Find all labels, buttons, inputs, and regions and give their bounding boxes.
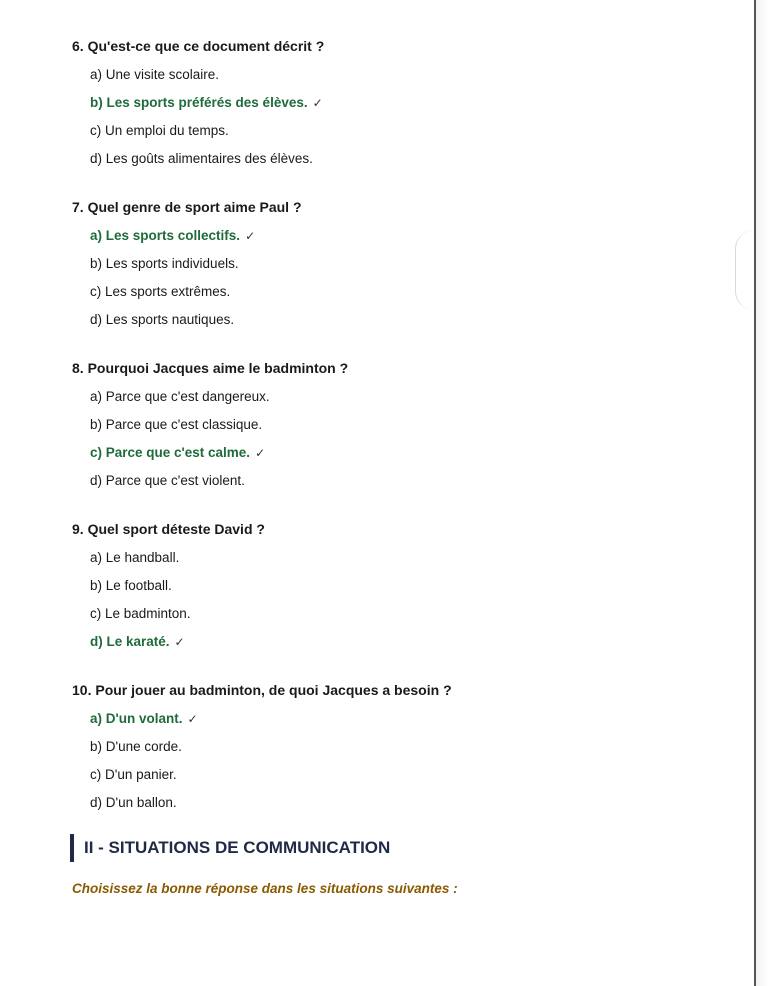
answer-option-text: d) Les sports nautiques. <box>90 312 235 327</box>
answer-option-correct <box>72 708 712 736</box>
answer-option-correct <box>72 442 712 470</box>
answer-option-text: a) Le handball. <box>90 550 180 565</box>
answer-option-text: b) Le football. <box>90 578 172 593</box>
answer-option-text: a) Une visite scolaire. <box>90 67 220 82</box>
answer-option <box>72 253 712 281</box>
question-block <box>72 519 712 659</box>
question-block <box>72 36 712 176</box>
question-block <box>72 358 712 498</box>
question-title: 9. Quel sport déteste David ? <box>72 521 265 537</box>
answer-option-text: b) Les sports individuels. <box>90 256 239 271</box>
answer-option-text: d) Parce que c'est violent. <box>90 473 245 488</box>
answer-option-text: a) Les sports collectifs. <box>90 228 241 243</box>
answer-option-correct <box>72 631 712 659</box>
answer-option <box>72 764 712 792</box>
question-title: 8. Pourquoi Jacques aime le badminton ? <box>72 360 349 376</box>
question-title: 7. Quel genre de sport aime Paul ? <box>72 199 302 215</box>
answer-option-text: c) Les sports extrêmes. <box>90 284 231 299</box>
check-mark-icon: ✓ <box>187 712 198 726</box>
question-title: 6. Qu'est-ce que ce document décrit ? <box>72 38 325 54</box>
answer-option-text: b) Les sports préférés des élèves. <box>90 95 308 110</box>
section-title: II - SITUATIONS DE COMMUNICATION <box>84 838 391 857</box>
answer-option <box>72 470 712 498</box>
answer-option-correct <box>72 225 712 253</box>
answer-option-text: d) Le karaté. <box>90 634 170 649</box>
answer-option <box>72 64 712 92</box>
answer-option-text: a) Parce que c'est dangereux. <box>90 389 270 404</box>
page-curl <box>735 230 754 310</box>
answer-option <box>72 281 712 309</box>
answer-option-text: d) D'un ballon. <box>90 795 177 810</box>
answer-option-text: b) Parce que c'est classique. <box>90 417 263 432</box>
check-mark-icon: ✓ <box>245 229 256 243</box>
section-header <box>70 834 390 862</box>
question-block <box>72 680 712 820</box>
page-edge-shadow <box>756 0 768 986</box>
answer-option-correct <box>72 92 712 120</box>
answer-option-text: d) Les goûts alimentaires des élèves. <box>90 151 313 166</box>
answer-option <box>72 575 712 603</box>
answer-option-text: a) D'un volant. <box>90 711 183 726</box>
section-instruction: Choisissez la bonne réponse dans les situations suivantes : <box>72 881 458 896</box>
answer-option-text: c) D'un panier. <box>90 767 177 782</box>
page-edge <box>754 0 756 986</box>
answer-option <box>72 148 712 176</box>
answer-option <box>72 309 712 337</box>
answer-option <box>72 386 712 414</box>
answer-option <box>72 736 712 764</box>
answer-option-text: c) Parce que c'est calme. <box>90 445 251 460</box>
check-mark-icon: ✓ <box>312 96 323 110</box>
answer-option-text: c) Un emploi du temps. <box>90 123 229 138</box>
answer-option <box>72 792 712 820</box>
answer-option-text: b) D'une corde. <box>90 739 182 754</box>
question-block <box>72 197 712 337</box>
check-mark-icon: ✓ <box>255 446 266 460</box>
answer-option <box>72 120 712 148</box>
question-list <box>72 36 712 841</box>
answer-option <box>72 547 712 575</box>
check-mark-icon: ✓ <box>174 635 185 649</box>
question-title: 10. Pour jouer au badminton, de quoi Jacques a besoin ? <box>72 682 452 698</box>
answer-option <box>72 603 712 631</box>
answer-option <box>72 414 712 442</box>
answer-option-text: c) Le badminton. <box>90 606 191 621</box>
section-bar <box>70 834 74 862</box>
